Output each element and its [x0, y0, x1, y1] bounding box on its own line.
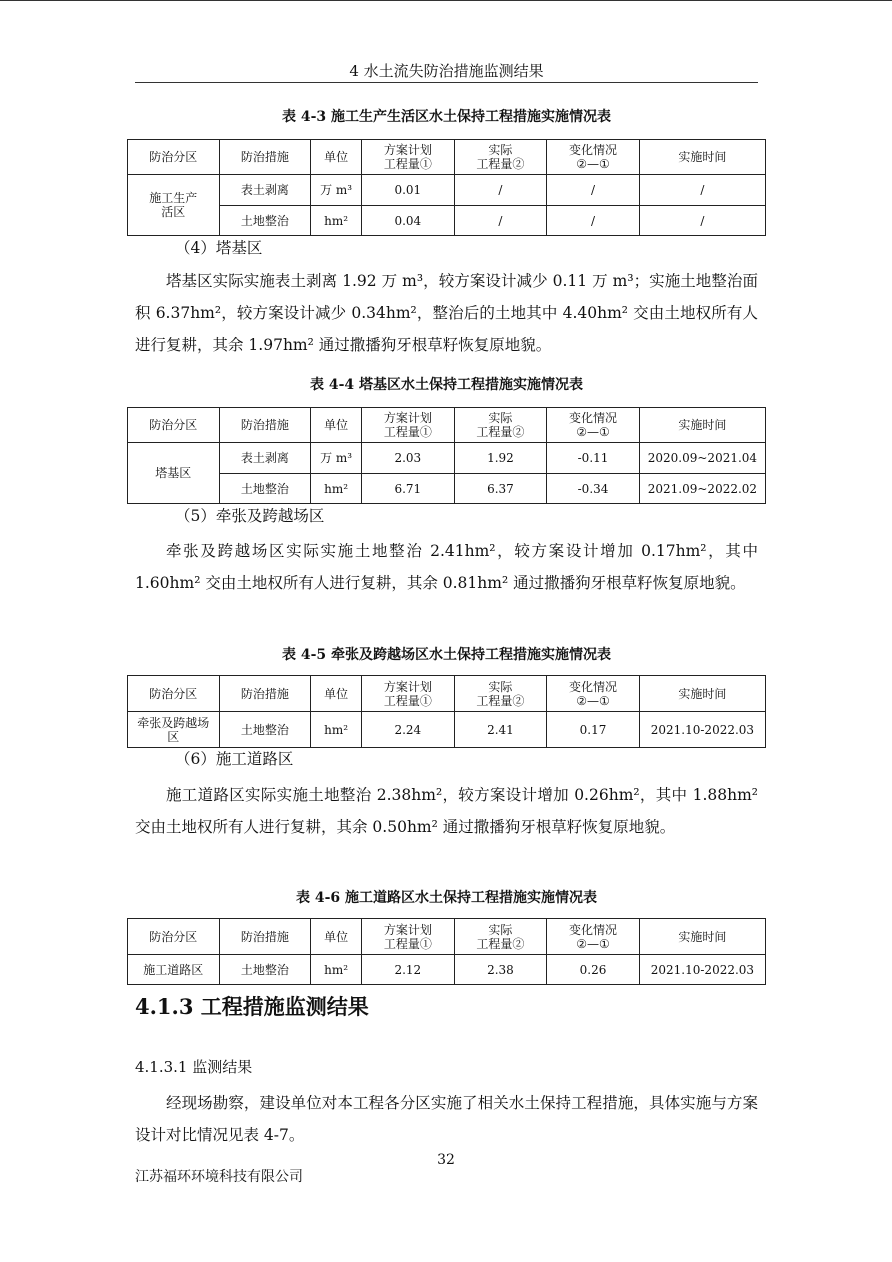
measure-cell: 表土剥离: [219, 175, 311, 206]
actual-cell: 1.92: [454, 443, 547, 474]
table-4-3: [127, 139, 766, 236]
time-cell: 2021.10-2022.03: [639, 712, 765, 748]
measure-cell: 表土剥离: [219, 443, 311, 474]
header-actual-line2: 工程量②: [476, 693, 525, 708]
change-cell: -0.34: [547, 474, 640, 504]
actual-cell: 6.37: [454, 474, 547, 504]
zone-cell: [128, 175, 220, 236]
table-4-6-caption: 表 4-6 施工道路区水土保持工程措施实施情况表: [295, 890, 598, 906]
header-actual-line2: 工程量②: [476, 157, 525, 171]
header-zone: 防治分区: [128, 408, 220, 443]
header-actual: [454, 919, 547, 955]
header-zone: 防治分区: [128, 140, 220, 175]
measure-cell: 土地整治: [219, 955, 311, 985]
header-measure: 防治措施: [219, 919, 311, 955]
time-cell: /: [639, 175, 765, 206]
change-cell: -0.11: [547, 443, 640, 474]
header-time: 实施时间: [639, 919, 765, 955]
time-cell: 2020.09~2021.04: [639, 443, 765, 474]
header-zone: 防治分区: [128, 676, 220, 712]
table-4-4: [127, 407, 766, 504]
header-plan-line1: 方案计划: [383, 679, 432, 694]
header-measure: 防治措施: [219, 408, 311, 443]
page-header: 4 水土流失防治措施监测结果: [135, 60, 758, 83]
plan-cell: 2.12: [362, 955, 455, 985]
header-change-line2: ②—①: [576, 693, 610, 708]
header-actual-line2: 工程量②: [476, 936, 525, 951]
zone-cell: [128, 712, 220, 748]
header-unit: 单位: [311, 676, 362, 712]
table-4-4-caption: 表 4-4 塔基区水土保持工程措施实施情况表: [309, 377, 584, 393]
unit-cell: 万 m³: [311, 443, 362, 474]
change-cell: /: [547, 206, 640, 236]
header-plan-line1: 方案计划: [383, 143, 432, 157]
header-time: 实施时间: [639, 140, 765, 175]
header-plan: [362, 140, 455, 175]
zone-cell: 施工道路区: [128, 955, 220, 985]
header-actual-line1: 实际: [488, 143, 513, 157]
table-4-3-caption: 表 4-3 施工生产生活区水土保持工程措施实施情况表: [281, 109, 612, 125]
table-row: [128, 955, 766, 985]
table-row: [128, 474, 766, 504]
paragraph-text: 经现场勘察，建设单位对本工程各分区实施了相关水土保持工程措施，具体实施与方案设计对比情况见表 4-7。: [135, 1094, 758, 1144]
header-plan: [362, 676, 455, 712]
subsection-road-area: （6）施工道路区: [175, 750, 294, 768]
header-actual-line1: 实际: [488, 411, 513, 425]
header-measure: 防治措施: [219, 140, 311, 175]
change-cell: /: [547, 175, 640, 206]
actual-cell: /: [454, 175, 547, 206]
paragraph-tension-area: [135, 535, 758, 599]
header-plan-line1: 方案计划: [383, 922, 432, 937]
header-plan: [362, 408, 455, 443]
header-change-line2: ②—①: [576, 425, 610, 439]
header-plan-line2: 工程量①: [383, 157, 432, 171]
header-plan-line2: 工程量①: [383, 693, 432, 708]
header-change: [547, 676, 640, 712]
time-cell: /: [639, 206, 765, 236]
zone-line2: 区: [167, 729, 180, 744]
unit-cell: hm²: [311, 206, 362, 236]
paragraph-text: 施工道路区实际实施土地整治 2.38hm²，较方案设计增加 0.26hm²，其中 1.88hm² 交由土地权所有人进行复耕，其余 0.50hm² 通过撒播狗牙根草籽恢复原地貌。: [135, 786, 758, 836]
header-plan-line2: 工程量①: [383, 936, 432, 951]
header-actual: [454, 408, 547, 443]
header-unit: 单位: [311, 919, 362, 955]
actual-cell: /: [454, 206, 547, 236]
table-row: [128, 712, 766, 748]
paragraph-road-area: [135, 779, 758, 843]
zone-line2: 活区: [161, 205, 186, 219]
header-change: [547, 140, 640, 175]
actual-cell: 2.38: [454, 955, 547, 985]
header-actual-line2: 工程量②: [476, 425, 525, 439]
measure-cell: 土地整治: [219, 206, 311, 236]
change-cell: 0.17: [547, 712, 640, 748]
subsection-heading: 4.1.3.1 监测结果: [135, 1058, 253, 1076]
table-header-row: [128, 140, 766, 175]
header-actual: [454, 676, 547, 712]
page-top-border: [0, 0, 892, 1]
header-actual-line1: 实际: [488, 922, 513, 937]
table-4-5: [127, 675, 766, 748]
header-change-line2: ②—①: [576, 157, 610, 171]
plan-cell: 6.71: [362, 474, 455, 504]
table-4-6: [127, 918, 766, 985]
unit-cell: hm²: [311, 712, 362, 748]
time-cell: 2021.09~2022.02: [639, 474, 765, 504]
header-zone: 防治分区: [128, 919, 220, 955]
zone-line1: 牵张及跨越场: [137, 715, 210, 730]
paragraph-text: 塔基区实际实施表土剥离 1.92 万 m³，较方案设计减少 0.11 万 m³；实施土地整治面积 6.37hm²，较方案设计减少 0.34hm²，整治后的土地其中 4.40hm² 交由土地权所有人进行复耕，其余 1.97hm² 通过撒播狗牙根草籽恢复原地貌。: [135, 272, 758, 354]
unit-cell: hm²: [311, 474, 362, 504]
subsection-tower-area: （4）塔基区: [175, 239, 263, 257]
section-heading: 4.1.3 工程措施监测结果: [135, 994, 369, 1019]
table-header-row: [128, 919, 766, 955]
subsection-tension-area: （5）牵张及跨越场区: [175, 507, 325, 525]
header-actual: [454, 140, 547, 175]
header-plan-line1: 方案计划: [383, 411, 432, 425]
table-header-row: [128, 408, 766, 443]
plan-cell: 2.24: [362, 712, 455, 748]
table-row: [128, 175, 766, 206]
header-actual-line1: 实际: [488, 679, 513, 694]
header-measure: 防治措施: [219, 676, 311, 712]
header-change-line1: 变化情况: [569, 679, 618, 694]
unit-cell: hm²: [311, 955, 362, 985]
header-plan-line2: 工程量①: [383, 425, 432, 439]
actual-cell: 2.41: [454, 712, 547, 748]
table-4-5-caption: 表 4-5 牵张及跨越场区水土保持工程措施实施情况表: [281, 647, 612, 663]
company-footer: 江苏福环环境科技有限公司: [135, 1169, 303, 1185]
header-change: [547, 408, 640, 443]
table-row: [128, 443, 766, 474]
measure-cell: 土地整治: [219, 474, 311, 504]
table-row: [128, 206, 766, 236]
paragraph-tower-area: [135, 265, 758, 361]
header-change-line1: 变化情况: [569, 922, 618, 937]
header-plan: [362, 919, 455, 955]
paragraph-text: 牵张及跨越场区实际实施土地整治 2.41hm²，较方案设计增加 0.17hm²，其中 1.60hm² 交由土地权所有人进行复耕，其余 0.81hm² 通过撒播狗牙根草籽恢复原地貌。: [135, 542, 758, 592]
table-header-row: [128, 676, 766, 712]
header-change: [547, 919, 640, 955]
time-cell: 2021.10-2022.03: [639, 955, 765, 985]
zone-cell: 塔基区: [128, 443, 220, 504]
paragraph-closing: [135, 1087, 758, 1151]
header-change-line1: 变化情况: [569, 411, 618, 425]
plan-cell: 0.04: [362, 206, 455, 236]
zone-line1: 施工生产: [149, 191, 198, 205]
header-unit: 单位: [311, 140, 362, 175]
header-time: 实施时间: [639, 408, 765, 443]
unit-cell: 万 m³: [311, 175, 362, 206]
measure-cell: 土地整治: [219, 712, 311, 748]
change-cell: 0.26: [547, 955, 640, 985]
plan-cell: 2.03: [362, 443, 455, 474]
plan-cell: 0.01: [362, 175, 455, 206]
header-time: 实施时间: [639, 676, 765, 712]
header-unit: 单位: [311, 408, 362, 443]
page-number: 32: [437, 1152, 455, 1168]
header-change-line1: 变化情况: [569, 143, 618, 157]
header-change-line2: ②—①: [576, 936, 610, 951]
